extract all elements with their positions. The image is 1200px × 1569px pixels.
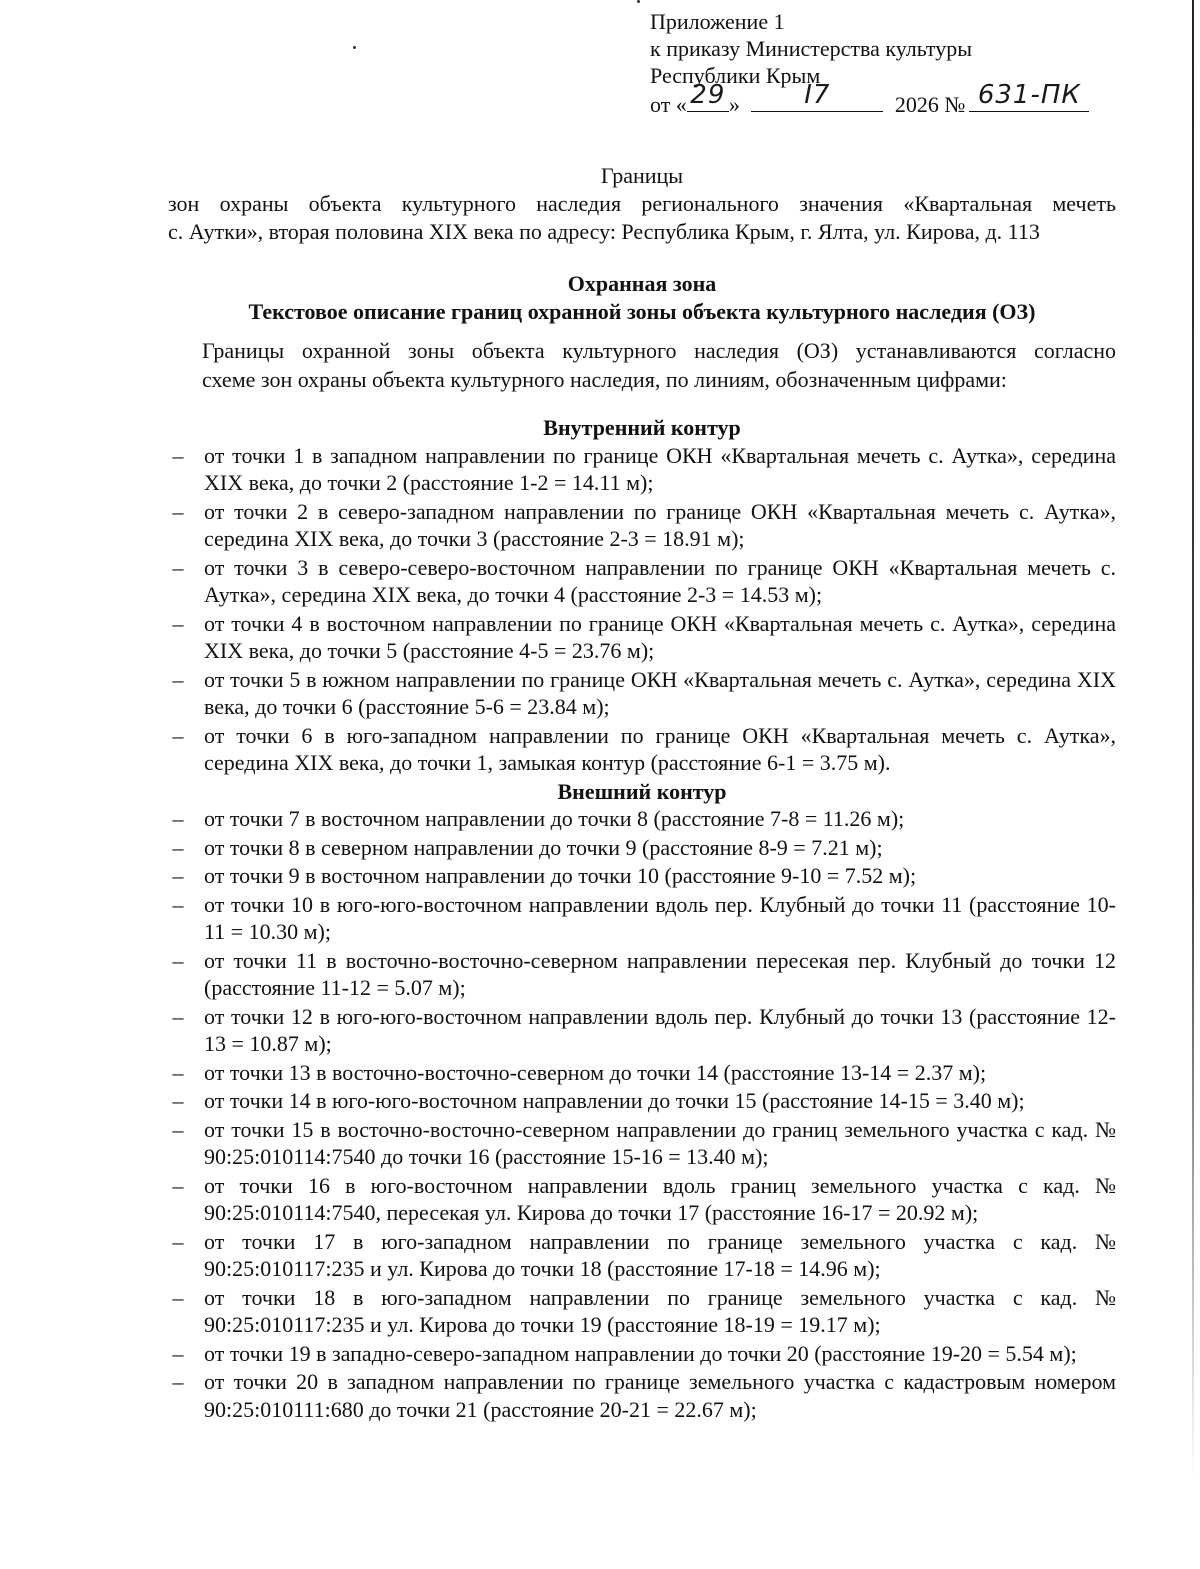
title-line-2: зон охраны объекта культурного наследия регионального значения «Квартальная мечеть <box>168 191 1116 216</box>
dash-bullet: – <box>172 666 184 692</box>
list-item <box>168 1087 1116 1115</box>
list-item-text: от точки 11 в восточно-восточно-северном направлении пересекая пер. Клубный до точки 12 (расстояние 11-12 = 5.07 м); <box>204 947 1116 1000</box>
handwritten-number: 631-ПК <box>977 80 1081 110</box>
list-item <box>168 1172 1116 1227</box>
list-item <box>168 1368 1116 1423</box>
dash-bullet: – <box>172 1116 184 1142</box>
number-blank <box>969 80 1089 112</box>
list-item <box>168 805 1116 833</box>
appendix-line-1: Приложение 1 <box>650 9 785 34</box>
list-item <box>168 666 1116 721</box>
dash-bullet: – <box>172 442 184 468</box>
day-blank <box>687 80 729 112</box>
intro-line-1: Границы охранной зоны объекта культурного наследия (ОЗ) устанавливаются согласно <box>202 338 1116 363</box>
dash-bullet: – <box>172 1059 184 1085</box>
list-item-text: от точки 16 в юго-восточном направлении вдоль границ земельного участка с кад. № 90:25:010114:7540, пересекая ул. Кирова до точки 17 (расстояние 16-17 = 20.92 м); <box>204 1172 1116 1225</box>
dash-bullet: – <box>172 1284 184 1310</box>
inner-contour-list <box>168 442 1116 777</box>
zone-subheading: Текстовое описание границ охранной зоны объекта культурного наследия (ОЗ) <box>248 299 1036 324</box>
dash-bullet: – <box>172 947 184 973</box>
list-item-text: от точки 13 в восточно-восточно-северном до точки 14 (расстояние 13-14 = 2.37 м); <box>204 1059 987 1085</box>
list-item-text: от точки 1 в западном направлении по границе ОКН «Квартальная мечеть с. Аутка», середина XIX века, до точки 2 (расстояние 1-2 = 14.11 м); <box>204 442 1116 495</box>
list-item-text: от точки 2 в северо-западном направлении по границе ОКН «Квартальная мечеть с. Аутка», середина XIX века, до точки 3 (расстояние 2-3 = 18.91 м); <box>204 498 1116 551</box>
list-item <box>168 1284 1116 1339</box>
list-item-text: от точки 15 в восточно-восточно-северном направлении до границ земельного участка с кад. № 90:25:010114:7540 до точки 16 (расстояние 15-16 = 13.40 м); <box>204 1116 1116 1169</box>
dash-bullet: – <box>172 806 184 831</box>
dash-bullet: – <box>172 834 184 860</box>
list-item-text: от точки 5 в южном направлении по границе ОКН «Квартальная мечеть с. Аутка», середина XIX века, до точки 6 (расстояние 5-6 = 23.84 м); <box>204 666 1116 719</box>
dash-bullet: – <box>172 722 184 748</box>
list-item-text: от точки 3 в северо-северо-восточном направлении по границе ОКН «Квартальная мечеть с. Аутка», середина XIX века, до точки 4 (расстояние 2-3 = 14.53 м); <box>204 554 1116 607</box>
title-line-3: с. Аутки», вторая половина XIX века по адресу: Республика Крым, г. Ялта, ул. Кирова, д. 113 <box>168 219 1040 244</box>
title-line-1: Границы <box>600 163 684 188</box>
handwritten-month: I7 <box>804 80 831 110</box>
list-item <box>168 498 1116 553</box>
list-item-text: от точки 6 в юго-западном направлении по границе ОКН «Квартальная мечеть с. Аутка», середина XIX века, до точки 1, замыкая контур (расстояние 6-1 = 3.75 м). <box>204 722 1116 775</box>
list-item-text: от точки 8 в северном направлении до точки 9 (расстояние 8-9 = 7.21 м); <box>204 834 883 860</box>
list-item <box>168 1059 1116 1087</box>
dash-bullet: – <box>172 1172 184 1198</box>
list-item-text: от точки 20 в западном направлении по границе земельного участка с кадастровым номером 90:25:010111:680 до точки 21 (расстояние 20-21 = 22.67 м); <box>204 1369 1116 1422</box>
list-item <box>168 1340 1116 1368</box>
month-blank <box>751 80 883 112</box>
contour-descriptions <box>168 414 1116 1424</box>
dash-bullet: – <box>172 498 184 524</box>
dash-bullet: – <box>172 554 184 580</box>
dash-bullet: – <box>172 863 184 888</box>
list-item <box>168 834 1116 862</box>
date-prefix: от « <box>650 92 687 117</box>
inner-contour-heading: Внутренний контур <box>543 415 741 440</box>
list-item-text: от точки 7 в восточном направлении до точки 8 (расстояние 7-8 = 11.26 м); <box>204 806 905 831</box>
list-item <box>168 1228 1116 1283</box>
intro-paragraph <box>168 336 1116 394</box>
list-item-text: от точки 19 в западно-северо-западном направлении до точки 20 (расстояние 19-20 = 5.54 м); <box>204 1340 1077 1366</box>
dash-bullet: – <box>172 1369 184 1394</box>
list-item-text: от точки 17 в юго-западном направлении по границе земельного участка с кад. № 90:25:010117:235 и ул. Кирова до точки 18 (расстояние 17-18 = 14.96 м); <box>204 1228 1116 1281</box>
dash-bullet: – <box>172 1088 184 1113</box>
list-item <box>168 610 1116 665</box>
appendix-line-2: к приказу Министерства культуры <box>650 36 973 61</box>
dash-bullet: – <box>172 1340 184 1366</box>
zone-heading: Охранная зона <box>567 271 717 296</box>
outer-contour-heading: Внешний контур <box>557 778 727 804</box>
outer-contour-list <box>168 805 1116 1423</box>
year-and-number-label: 2026 № <box>894 92 966 117</box>
list-item-text: от точки 9 в восточном направлении до точки 10 (расстояние 9-10 = 7.52 м); <box>204 863 917 888</box>
list-item <box>168 947 1116 1002</box>
scan-speck <box>637 0 640 3</box>
list-item-text: от точки 10 в юго-юго-восточном направлении вдоль пер. Клубный до точки 11 (расстояние 10-11 = 10.30 м); <box>204 891 1116 944</box>
scan-speck <box>353 46 356 49</box>
list-item <box>168 862 1116 890</box>
list-item <box>168 891 1116 946</box>
appendix-line-3: Республики Крым <box>650 63 821 88</box>
list-item <box>168 722 1116 777</box>
list-item-text: от точки 14 в юго-юго-восточном направлении до точки 15 (расстояние 14-15 = 3.40 м); <box>204 1088 1025 1113</box>
scan-edge-line <box>1192 0 1194 1480</box>
list-item-text: от точки 18 в юго-западном направлении по границе земельного участка с кад. № 90:25:010117:235 и ул. Кирова до точки 19 (расстояние 18-19 = 19.17 м); <box>204 1284 1116 1337</box>
dash-bullet: – <box>172 891 184 917</box>
intro-line-2: схеме зон охраны объекта культурного наследия, по линиям, обозначенным цифрами: <box>202 367 1007 392</box>
date-mid: » <box>728 92 740 117</box>
dash-bullet: – <box>172 610 184 636</box>
list-item <box>168 1003 1116 1058</box>
list-item <box>168 442 1116 497</box>
document-title <box>168 162 1116 246</box>
appendix-header <box>650 8 1170 118</box>
list-item <box>168 554 1116 609</box>
handwritten-day: 29 <box>690 80 726 110</box>
dash-bullet: – <box>172 1228 184 1254</box>
list-item-text: от точки 4 в восточном направлении по границе ОКН «Квартальная мечеть с. Аутка», середина XIX века, до точки 5 (расстояние 4-5 = 23.76 м); <box>204 610 1116 663</box>
order-date-line <box>650 80 1170 118</box>
zone-headings <box>168 270 1116 326</box>
list-item-text: от точки 12 в юго-юго-восточном направлении вдоль пер. Клубный до точки 13 (расстояние 12-13 = 10.87 м); <box>204 1003 1116 1056</box>
list-item <box>168 1116 1116 1171</box>
dash-bullet: – <box>172 1003 184 1029</box>
